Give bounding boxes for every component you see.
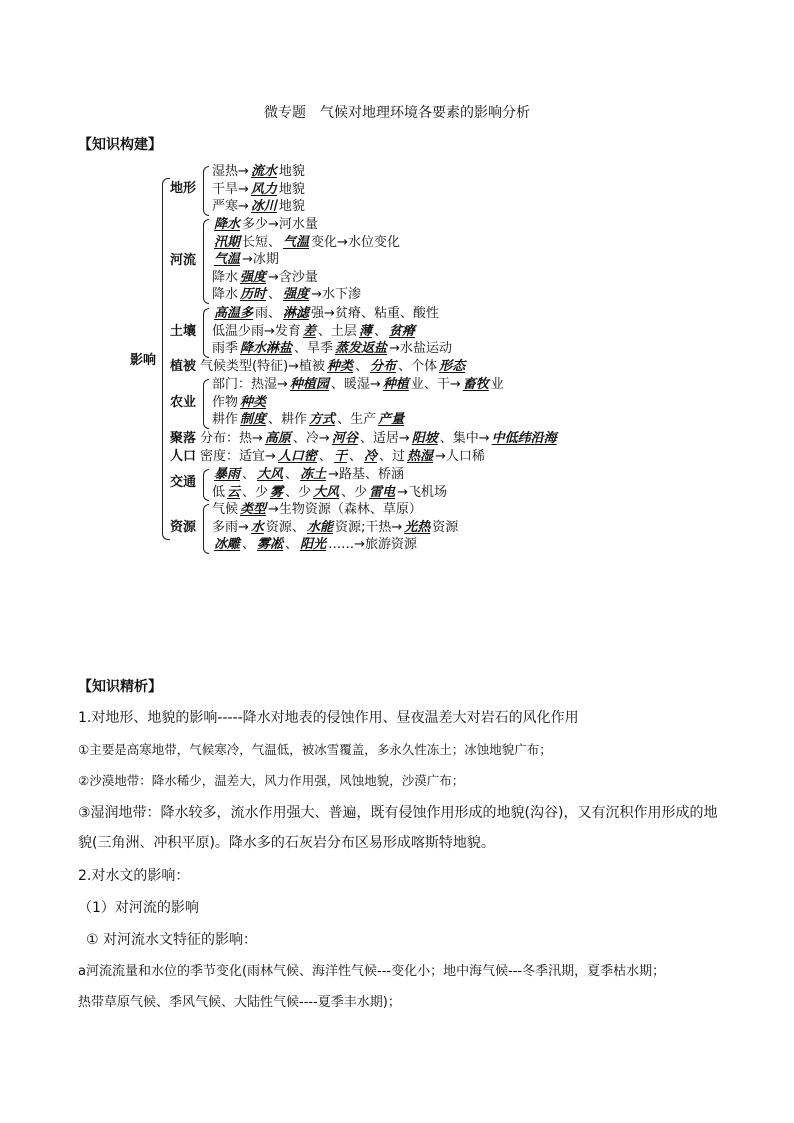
fill-blank-answer: 人口密 (277, 449, 317, 464)
fill-blank-answer: 高原 (264, 431, 291, 446)
fill-blank-answer: 雾 (270, 484, 284, 500)
tree-text: 作物 (212, 394, 239, 410)
tree-text: 、 (373, 323, 387, 339)
fill-blank-answer: 云 (227, 484, 241, 500)
tree-text: 、适居→ (359, 431, 410, 446)
tree-line (212, 163, 305, 181)
tree-group-label: 人口 (170, 449, 197, 464)
tree-text: 、 (285, 467, 299, 482)
tree-text: 、土层 (317, 323, 357, 339)
tree-text: 强→贫瘠、粘重、酸性 (311, 306, 439, 321)
tree-line (212, 216, 318, 234)
paragraph-8-line-2: 热带草原气候、季风气候、大陆性气候----夏季丰水期)； (78, 995, 401, 1010)
tree-text: →冰期 (242, 252, 279, 267)
tree-line (200, 430, 559, 448)
tree-text: 地貌 (278, 181, 305, 197)
tree-text: 、 (348, 449, 362, 464)
tree-line (212, 536, 417, 554)
fill-blank-answer: 高温多 (214, 306, 254, 321)
fill-blank-answer: 种植园 (289, 377, 329, 392)
fill-blank-answer: 贫瘠 (388, 323, 415, 339)
tree-text: 、 (285, 537, 299, 552)
tree-line (212, 286, 361, 304)
fill-blank-answer: 冻土 (300, 467, 327, 482)
paragraph-1: 1.对地形、地貌的影响-----降水对地表的侵蚀作用、昼夜温差大对岩石的风化作用 (78, 710, 579, 726)
tree-text: →含沙量 (268, 269, 318, 285)
tree-text: 多少→河水量 (242, 217, 318, 232)
fill-blank-answer: 种植 (382, 377, 409, 392)
tree-text: 、 (268, 287, 282, 302)
fill-blank-answer: 气温 (214, 252, 241, 267)
paragraph-2: ①主要是高寒地带，气候寒冷，气温低，被冰雪覆盖，多永久性冻土；冰蚀地貌广布； (78, 742, 552, 757)
tree-text: 低温少雨→发育 (212, 323, 301, 339)
tree-text: →水盐运动 (389, 341, 452, 356)
tree-text: 严寒→ (212, 199, 249, 214)
tree-line (212, 501, 422, 519)
tree-text: 耕作 (212, 412, 239, 427)
tree-text: 低 (212, 484, 226, 500)
tree-text: →水下渗 (311, 287, 361, 302)
fill-blank-answer: 方式 (309, 412, 336, 427)
tree-line (212, 251, 279, 269)
fill-blank-answer: 历时 (240, 287, 267, 302)
tree-text: 变化→水位变化 (311, 234, 400, 250)
tree-text: 、冷→ (292, 431, 330, 446)
fill-blank-answer: 阳光 (300, 537, 327, 552)
fill-blank-answer: 热湿 (407, 449, 434, 464)
page-title: 微专题 气候对地理环境各要素的影响分析 (264, 105, 530, 121)
tree-group-brace (203, 504, 209, 554)
tree-text: 业、干→ (410, 377, 461, 392)
fill-blank-answer: 种类 (327, 359, 354, 374)
tree-group-label: 植被 (170, 359, 197, 374)
tree-text: 降水 (212, 287, 239, 302)
fill-blank-answer: 气温 (283, 234, 310, 250)
tree-root-label: 影响 (130, 353, 157, 368)
tree-text: 、集中→ (439, 431, 490, 446)
main-brace (162, 178, 170, 540)
tree-text: 多雨→ (212, 519, 249, 535)
fill-blank-answer: 光热 (404, 519, 431, 535)
tree-group-label: 河流 (170, 253, 197, 268)
fill-blank-answer: 水能 (306, 519, 333, 535)
tree-text: 、 (242, 467, 256, 482)
tree-text: 、过 (378, 449, 405, 464)
fill-blank-answer: 蒸发返盐 (335, 341, 388, 356)
tree-text: 长短、 (242, 234, 282, 250)
tree-line (212, 376, 504, 394)
tree-text: →人口稀 (435, 449, 485, 464)
fill-blank-answer: 差 (302, 323, 316, 339)
fill-blank-answer: 强度 (283, 287, 310, 302)
tree-text: 、少 (242, 484, 269, 500)
tree-line (200, 358, 467, 376)
tree-text: 气候 (212, 502, 239, 517)
tree-text: 、少 (341, 484, 368, 500)
tree-line (212, 234, 400, 252)
tree-text: 干旱→ (212, 181, 249, 197)
fill-blank-answer: 产量 (378, 412, 405, 427)
tree-text: 资源 (432, 519, 459, 535)
tree-group-brace (203, 469, 209, 501)
paragraph-7: ① 对河流水文特征的影响： (86, 932, 258, 948)
tree-text: ……→旅游资源 (328, 537, 417, 552)
tree-text: 降水 (212, 269, 239, 285)
tree-text: 、个体 (398, 359, 438, 374)
fill-blank-answer: 冷 (363, 449, 377, 464)
tree-line (212, 305, 439, 323)
fill-blank-answer: 汛期 (214, 234, 241, 250)
tree-text: 业 (490, 377, 504, 392)
paragraph-8-line-1: a河流流量和水位的季节变化(雨林气候、海洋性气候---变化小；地中海气候---冬季汛期，夏季枯水期； (78, 964, 666, 979)
fill-blank-answer: 阳坡 (411, 431, 438, 446)
tree-text: 地貌 (278, 164, 305, 179)
fill-blank-answer: 干 (333, 449, 347, 464)
fill-blank-answer: 风力 (250, 181, 277, 197)
tree-text: 、少 (285, 484, 312, 500)
fill-blank-answer: 种类 (240, 394, 267, 410)
fill-blank-answer: 流水 (250, 164, 277, 179)
fill-blank-answer: 类型 (240, 502, 267, 517)
tree-text: →飞机场 (397, 484, 448, 500)
fill-blank-answer: 雷电 (369, 484, 396, 500)
fill-blank-answer: 雾凇 (257, 537, 284, 552)
tree-line (212, 394, 268, 412)
tree-group-brace (203, 219, 209, 304)
fill-blank-answer: 河谷 (331, 431, 358, 446)
tree-text: 部门：热湿→ (212, 377, 288, 392)
tree-text: 、 (318, 449, 332, 464)
tree-group-brace (203, 379, 209, 429)
tree-text: 、耕作 (268, 412, 308, 427)
tree-line (212, 519, 458, 537)
section-heading-knowledge-analysis: 【知识精析】 (78, 679, 162, 695)
tree-text: →路基、桥涵 (328, 467, 404, 482)
tree-group-brace (203, 166, 209, 216)
fill-blank-answer: 薄 (358, 323, 372, 339)
fill-blank-answer: 淋滤 (283, 306, 310, 321)
tree-group-label: 聚落 (170, 431, 197, 446)
fill-blank-answer: 制度 (240, 412, 267, 427)
fill-blank-answer: 降水淋盐 (240, 341, 293, 356)
tree-text: 分布：热→ (200, 431, 263, 446)
tree-text: 地貌 (278, 199, 305, 214)
tree-line (212, 181, 305, 199)
tree-text: 雨季 (212, 341, 239, 356)
fill-blank-answer: 强度 (240, 269, 267, 285)
paragraph-4-line-2: 貌(三角洲、冲积平原)。降水多的石灰岩分布区易形成喀斯特地貌。 (78, 835, 495, 851)
tree-line (212, 340, 452, 358)
fill-blank-answer: 冰雕 (214, 537, 241, 552)
tree-text: 、生产 (337, 412, 377, 427)
tree-group-label: 地形 (170, 181, 197, 196)
tree-group-label: 交通 (170, 475, 197, 490)
section-heading-knowledge-structure: 【知识构建】 (78, 137, 162, 153)
tree-text: →生物资源（森林、草原） (268, 502, 422, 517)
tree-group-brace (203, 308, 209, 358)
tree-line (212, 466, 404, 484)
paragraph-3: ②沙漠地带：降水稀少，温差大，风力作用强，风蚀地貌，沙漠广布； (78, 773, 465, 788)
fill-blank-answer: 中低纬沿海 (491, 431, 557, 446)
fill-blank-answer: 大风 (257, 467, 284, 482)
tree-text: 、旱季 (294, 341, 334, 356)
fill-blank-answer: 暴雨 (214, 467, 241, 482)
tree-text: 资源;干热→ (334, 519, 403, 535)
fill-blank-answer: 冰川 (250, 199, 277, 214)
fill-blank-answer: 分布 (370, 359, 397, 374)
tree-text: 湿热→ (212, 164, 249, 179)
tree-line (212, 198, 305, 216)
fill-blank-answer: 水 (250, 519, 264, 535)
tree-text: 密度：适宜→ (200, 449, 276, 464)
tree-text: 雨、 (255, 306, 282, 321)
tree-group-label: 农业 (170, 395, 197, 410)
tree-line (200, 448, 485, 466)
fill-blank-answer: 降水 (214, 217, 241, 232)
tree-text: 、暖湿→ (330, 377, 381, 392)
fill-blank-answer: 形态 (439, 359, 466, 374)
fill-blank-answer: 畜牧 (462, 377, 489, 392)
paragraph-5: 2.对水文的影响： (78, 868, 190, 884)
fill-blank-answer: 大风 (313, 484, 340, 500)
tree-group-label: 资源 (170, 520, 197, 535)
tree-text: 、 (355, 359, 369, 374)
tree-text: 、 (242, 537, 256, 552)
paragraph-4-line-1: ③湿润地带：降水较多，流水作用强大、普遍，既有侵蚀作用形成的地貌(沟谷)，又有沉积作用形成的地 (78, 805, 718, 821)
tree-group-label: 土壤 (170, 324, 197, 339)
tree-line (212, 269, 318, 287)
paragraph-6: （1）对河流的影响 (78, 900, 199, 916)
tree-line (212, 411, 406, 429)
tree-text: 资源、 (265, 519, 305, 535)
tree-text: 气候类型(特征)→植被 (200, 359, 326, 374)
tree-line (212, 323, 417, 341)
tree-line (212, 484, 447, 502)
